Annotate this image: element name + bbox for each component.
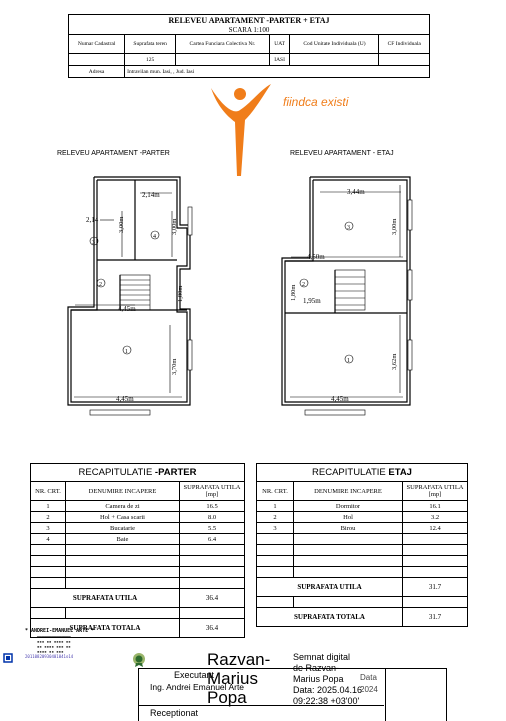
cell: 2 bbox=[31, 512, 66, 523]
digital-sign-line: de Razvan- bbox=[293, 663, 340, 673]
utila-value: 31.7 bbox=[403, 578, 468, 597]
col-header: Cod Unitate Individuala (U) bbox=[290, 35, 379, 54]
date-label: Data bbox=[360, 673, 377, 682]
table-row bbox=[31, 512, 245, 523]
digital-sign-line: Data: 2025.04.16 bbox=[293, 685, 363, 695]
table-row bbox=[31, 534, 245, 545]
utila-label: SUPRAFATA UTILA bbox=[31, 589, 180, 608]
recap-etaj-title bbox=[257, 464, 468, 482]
dim-label: 4,45m bbox=[118, 305, 136, 313]
dim-label: 3,00m bbox=[118, 216, 125, 233]
cell: 3 bbox=[31, 523, 66, 534]
utila-value: 36.4 bbox=[180, 589, 245, 608]
empty-row bbox=[31, 545, 245, 556]
date-box bbox=[384, 668, 447, 721]
cell: 8.0 bbox=[180, 512, 245, 523]
recap-title-suffix: -PARTER bbox=[154, 467, 197, 478]
cf-individual-value bbox=[379, 54, 430, 66]
land-area-value: 125 bbox=[125, 54, 176, 66]
signer-name-line: Razvan- bbox=[207, 650, 271, 669]
room-number: 3 bbox=[347, 225, 350, 231]
table-row bbox=[257, 501, 468, 512]
cell: Birou bbox=[294, 523, 403, 534]
col-header: DENUMIRE INCAPERE bbox=[294, 482, 403, 501]
unit-code-value bbox=[290, 54, 379, 66]
cell: 2 bbox=[257, 512, 294, 523]
executant-label: Executant bbox=[174, 670, 215, 680]
table-row bbox=[257, 512, 468, 523]
recap-parter-table bbox=[30, 463, 245, 638]
dim-label: 2,14 bbox=[86, 216, 99, 224]
floor-plan-parter bbox=[50, 165, 210, 420]
col-header: SUPRAFATA UTILA [mp] bbox=[403, 482, 468, 501]
col-header: Numar Cadastral bbox=[69, 35, 125, 54]
room-number: 2 bbox=[99, 282, 102, 288]
empty-row bbox=[257, 534, 468, 545]
document-title: RELEVEU APARTAMENT -PARTER + ETAJ bbox=[69, 15, 430, 26]
dim-label: 1,80m bbox=[177, 285, 184, 302]
recap-title-prefix: RECAPITULATIE bbox=[312, 467, 389, 478]
col-header: DENUMIRE INCAPERE bbox=[66, 482, 180, 501]
cell: Hol + Casa scarii bbox=[66, 512, 180, 523]
cell: 16.5 bbox=[180, 501, 245, 512]
recap-title-suffix: ETAJ bbox=[388, 467, 412, 478]
room-number: 4 bbox=[153, 234, 156, 240]
digital-sign-line: Marius Popa bbox=[293, 674, 344, 684]
digital-sign-line: Semnat digital bbox=[293, 652, 351, 662]
empty-row bbox=[257, 556, 468, 567]
address-label: Adresa bbox=[69, 66, 125, 78]
digital-sign-line: 09:22:38 +03'00' bbox=[293, 696, 360, 706]
stamp-name: * ANDREI-EMANUEL ARTE * bbox=[25, 628, 95, 634]
room-number: 2 bbox=[302, 282, 305, 288]
cell: 5.5 bbox=[180, 523, 245, 534]
dim-label: 4,45m bbox=[116, 395, 134, 403]
totala-value: 36.4 bbox=[180, 619, 245, 638]
col-header: SUPRAFATA UTILA [mp] bbox=[180, 482, 245, 501]
cf-collective-value bbox=[176, 54, 270, 66]
col-header: Suprafata teren bbox=[125, 35, 176, 54]
engineer-stamp: * ANDREI-EMANUEL ARTE * ━━━━━━━━━━━━━━ ▪▪▪ ▪▪ ▪▪▪▪ ▪▪ ▪▪ ▪▪▪▪ ▪▪▪ ▪▪ ▪▪▪▪ ▪▪ ▪▪▪ 20110820930401041o14 bbox=[25, 628, 145, 659]
cell: Bucatarie bbox=[66, 523, 180, 534]
seal-icon bbox=[132, 652, 146, 668]
dim-label: 3,62m bbox=[391, 353, 398, 370]
header-table bbox=[68, 14, 430, 78]
cell: 1 bbox=[31, 501, 66, 512]
executant-name: Ing. Andrei Emanuel Arte bbox=[150, 682, 245, 692]
dim-label: 3,44m bbox=[347, 188, 365, 196]
empty-row bbox=[31, 608, 245, 619]
col-header: NR. CRT. bbox=[257, 482, 294, 501]
dim-label: 3,70m bbox=[171, 358, 178, 375]
dim-label: 4,45m bbox=[331, 395, 349, 403]
cell: Dormitor bbox=[294, 501, 403, 512]
totala-label: SUPRAFATA TOTALA bbox=[31, 619, 180, 638]
table-row bbox=[257, 523, 468, 534]
dim-label: 1,80m bbox=[290, 284, 297, 301]
uat-value: IASI bbox=[269, 54, 290, 66]
totala-label: SUPRAFATA TOTALA bbox=[257, 608, 403, 627]
document-scale: SCARA 1:100 bbox=[69, 25, 430, 35]
dim-label: 3,00m bbox=[171, 218, 178, 235]
empty-row bbox=[31, 556, 245, 567]
cell: 3 bbox=[257, 523, 294, 534]
recap-etaj-table bbox=[256, 463, 468, 627]
recap-title-prefix: RECAPITULATIE bbox=[78, 467, 155, 478]
cell: 12.4 bbox=[403, 523, 468, 534]
dim-label: 4,50m bbox=[307, 253, 325, 261]
cell: 16.1 bbox=[403, 501, 468, 512]
plan-etaj-title: RELEVEU APARTAMENT - ETAJ bbox=[290, 150, 394, 157]
col-header: NR. CRT. bbox=[31, 482, 66, 501]
empty-row bbox=[257, 567, 468, 578]
room-number: 1 bbox=[347, 358, 350, 364]
address-value: Intravilan mun. Iasi, , Jud. Iasi bbox=[125, 66, 430, 78]
cadastral-value bbox=[69, 54, 125, 66]
floor-plan-etaj bbox=[265, 165, 425, 420]
room-number: 1 bbox=[125, 349, 128, 355]
signer-name-line: Marius bbox=[207, 669, 259, 688]
dim-label: 2,14m bbox=[142, 191, 160, 199]
signer-name-line: Popa bbox=[207, 688, 247, 707]
table-row bbox=[31, 523, 245, 534]
cell: 1 bbox=[257, 501, 294, 512]
dim-label: 1,95m bbox=[303, 297, 321, 305]
logo-tagline: fiindca existi bbox=[283, 95, 349, 109]
stamp-code: 20110820930401041o14 bbox=[25, 654, 74, 659]
qr-icon bbox=[3, 653, 13, 663]
empty-row bbox=[31, 578, 245, 589]
table-row bbox=[31, 501, 245, 512]
cell: 3.2 bbox=[403, 512, 468, 523]
col-header: CF Individuala bbox=[379, 35, 430, 54]
cell: Hol bbox=[294, 512, 403, 523]
utila-label: SUPRAFATA UTILA bbox=[257, 578, 403, 597]
date-value: 2024 bbox=[360, 685, 378, 694]
empty-row bbox=[257, 545, 468, 556]
recap-parter-title bbox=[31, 464, 245, 482]
empty-row bbox=[257, 597, 468, 608]
empty-row bbox=[31, 567, 245, 578]
dim-label: 3,00m bbox=[391, 218, 398, 235]
cell: Baie bbox=[66, 534, 180, 545]
totala-value: 31.7 bbox=[403, 608, 468, 627]
cell: Camera de zi bbox=[66, 501, 180, 512]
col-header: Cartea Funciara Colectiva Nr. bbox=[176, 35, 270, 54]
cell: 4 bbox=[31, 534, 66, 545]
col-header: UAT bbox=[269, 35, 290, 54]
room-number: 3 bbox=[92, 240, 95, 246]
receptionat-label: Receptionat bbox=[150, 708, 199, 718]
plan-parter-title: RELEVEU APARTAMENT -PARTER bbox=[57, 150, 170, 157]
cell: 6.4 bbox=[180, 534, 245, 545]
